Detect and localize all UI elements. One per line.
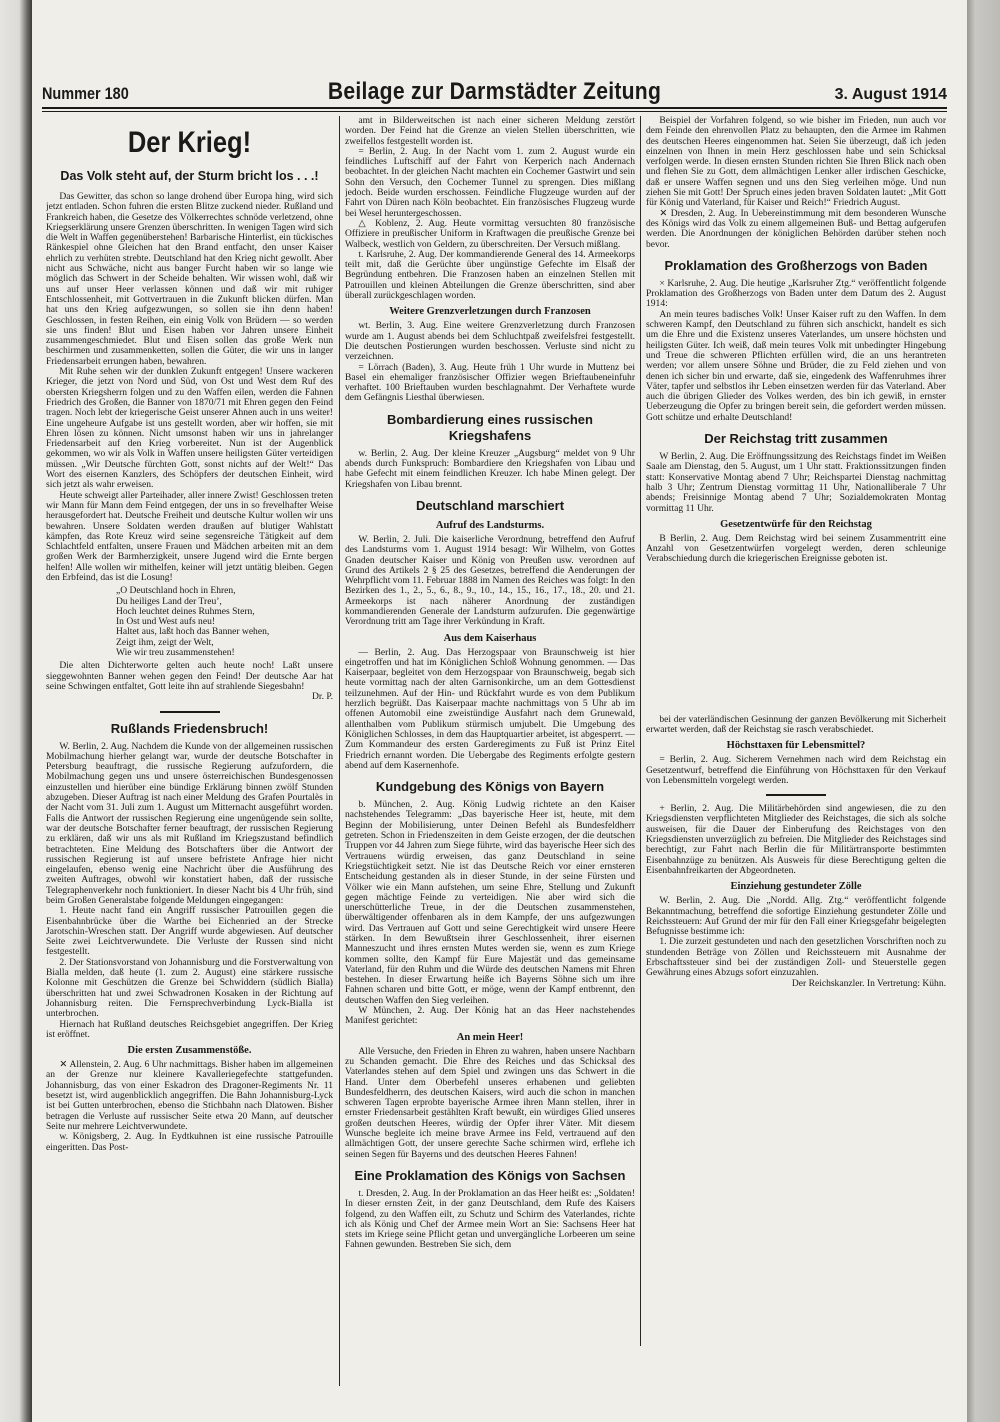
article-paragraph: Alle Versuche, den Frieden in Ehren zu wahren, haben unsere Nachbarn zu Schanden gemacht. Die Ehre des Reiches und das Schicksal des Vaterlandes stehen auf dem Spiel und zwingen uns das Schwert in die Hand. Unter dem Oberbefehl unseres erhabenen und geliebten Bundesfeldherrn, des deutschen Kaisers, wird auch die schon in manchen schweren Tagen erprobte bayerische Armee ihren Mann stellen, ihrer in ernster Friedensarbeit gestählten Kraft bewußt, ein würdiges Glied unseres großen deutschen Heeres, würdig der Opfer ihrer Väter. Mit diesem Wunsche begleite ich meine brave Armee ins Feld, vertrauend auf den allmächtigen Gott, der unsere gerechte Sache schirmen wird, erflehe ich seinen Segen für Bayerns und des deutschen Heeres Fahnen! (345, 1045, 635, 1160)
adjacent-page-edge (0, 0, 32, 1422)
column-2 (345, 116, 635, 1316)
section-subheading: Weitere Grenzverletzungen durch Franzosen (389, 306, 591, 318)
article-paragraph: Hiernach hat Rußland deutsches Reichsgebiet angegriffen. Der Krieg ist eröffnet. (46, 1018, 333, 1040)
section-subheading: Aufruf des Landsturms. (435, 519, 545, 531)
masthead (42, 72, 947, 106)
article-paragraph: An mein teures badisches Volk! Unser Kaiser ruft zu den Waffen. In dem schweren Kampf, den Deutschland zu führen sich anschickt, handelt es sich um die Ehre und die Existenz unseres Vaterlandes, um unsere höchsten und heiligsten Güter. Ich weiß, daß mein teures Volk mit unbedingter Hingebung und Treue die schweren Pflichten erfüllen wird, die an uns herantreten werden; vor allem unsere Söhne und Brüder, die zu Feld ziehen und von denen ich sicher bin und erwarte, daß sie, eingedenk des Waffenruhmes ihrer Väter, tapfer und selbstlos ihr Leben einsetzen werden für das Vaterland. Aber auch die übrigen Glieder des Volkes werden, des bin ich gewiß, in ernster Ueberzeugung die Opfer zu bringen bereit sein, die gefordert werden müssen. Gott schütze und erhalte Deutschland! (646, 308, 946, 423)
binding-edge (967, 0, 1000, 1422)
article-paragraph: W Berlin, 2. Aug. Die Eröffnungssitzung des Reichstags findet im Weißen Saale am Dienstag, den 5. August, um 1 Uhr statt. Fraktionssitzungen finden statt: Konservative Montag abend 7 Uhr; Reichspartei Dienstag nachmittag halb 3 Uhr; Zentrum Dienstag vormittag 11 Uhr, Nationalliberale 7 Uhr abends; Freisinnige Montag abend 7 Uhr; Sozialdemokraten Montag vormittag 11 Uhr. (646, 451, 946, 514)
section-subheading: Die ersten Zusammenstöße. (127, 1045, 252, 1057)
article-subheadline: Das Volk steht auf, der Sturm bricht los . . .! (60, 169, 319, 183)
header-rule-thin (42, 111, 947, 112)
article-paragraph: t. Karlsruhe, 2. Aug. Der kommandierende General des 14. Armeekorps teilt mit, daß die Gerüchte über ungünstige Gefechte im Elsaß der Begründung entbehren. Die Franzosen haben an einzelnen Stellen mit Patrouillen und kleinen Abteilungen die Grenze überschritten, sind aber überall zurückgeschlagen worden. (345, 248, 635, 302)
divider-rule (160, 711, 220, 713)
column-1 (46, 116, 333, 1386)
article-paragraph: 1. Die zurzeit gestundeten und nach den gesetzlichen Vorschriften noch zu stundenden Beträge von Zöllen und Reichssteuern mit Ausnahme der Erbschaftssteuer sind bei der zuständigen Zoll- und Steuerstelle gegen Gewährung eines Abzugs sofort einzuzahlen. (646, 936, 946, 979)
article-paragraph: b. München, 2. Aug. König Ludwig richtete an den Kaiser nachstehendes Telegramm: „Das bayerische Heer ist, heute, mit dem Beginn der Mobilisierung, unter Deinen Befehl als Bundesfeldherr getreten. Schon in Friedenszeiten in dem Geiste erzogen, der die deutschen Truppen vor 44 Jahren zum Siege führte, wird das bayerische Heer sich des Vertrauens würdig erweisen, das ganz Deutschland in seine Kriegstüchtigkeit setzt. Nie ist das Deutsche Reich vor einer ernsteren Entscheidung gestanden als in dieser Stunde, in der seine Fürsten und Völker wie ein Mann aufstehen, um seine Ehre, Stellung und Zukunft gegen mächtige Feinde zu verteidigen. Nie aber wird sich die unerschütterliche Treue, in der die Deutschen zusammenstehen, überwältigender offenbaren als in dem Kampfe, der uns aufgezwungen wird. Das Vertrauen auf Gott und seine Gerechtigkeit wird unsere Heere stärken. In dem Bewußtsein ihrer Geschlossenheit, ihrer eisernen Manneszucht und ihres ernsten Mutes werden sie, wenn es zum Kriege kommen sollte, den Kampf für Eure Majestät und das gemeinsame Vaterland, für den Ruhm und die Würde des deutschen Namens mit Ehren bestehen. In dieser Erwartung heiße ich Bayerns Söhne sich um ihre Fahnen scharen und bitte Gott, er möge, wenn der Kampf entbrennt, den deutschen Waffen den Sieg verleihen. (345, 799, 635, 1006)
article-headline: Bombardierung eines russischen Kriegshafens (387, 411, 593, 443)
article-paragraph: amt in Bilderweitschen ist nach einer sicheren Meldung zerstört worden. Der Feind hat die Grenze an vielen Stellen überschritten, wie zweifellos festgestellt worden ist. (345, 116, 635, 147)
article-headline: Kundgebung des Königs von Bayern (375, 779, 605, 795)
article-paragraph: Die alten Dichterworte gelten auch heute noch! Laßt unsere sieggewohnten Banner wehen gegen den Feind! Der deutsche Aar hat seine Schwingen entfaltet, Gott leite ihn auf strahlende Siegesbahn! (46, 660, 333, 692)
article-paragraph: W. Berlin, 2. Aug. Nachdem die Kunde von der allgemeinen russischen Mobilmachung hierher gelangt war, wurde der deutsche Botschafter in Petersburg beauftragt, die russische Regierung aufzufordern, die Mobilmachung gegen uns und unsere österreichischen Bundesgenossen einzustellen und hierüber eine bündige Erklärung binnen zwölf Stunden abzugeben. Dieser Auftrag ist nach einer Meldung des Grafen Pourtalès in der Nacht vom 31. Juli zum 1. August um Mitternacht ausgeführt worden. Falls die Antwort der russischen Regierung eine ungenügende sein sollte, war der deutsche Botschafter ferner beauftragt, der russischen Regierung zu erklären, daß wir uns als mit Rußland im Kriegszustand befindlich betrachteten. Eine Meldung des Botschafters über die Antwort der russischen Regierung ist auf unsere befristete Anfrage hier nicht eingelaufen, ebenso wenig eine Nachricht über die Ausführung des zweiten Auftrages, obwohl wir konstatiert haben, daß der russische Telegraphenverkehr noch funktioniert. In dieser Nacht bis 4 Uhr früh, sind beim Großen Generalstabe folgende Meldungen eingegangen: (46, 740, 333, 906)
article-headline: Proklamation des Großherzogs von Baden (664, 257, 928, 273)
article-paragraph: t. Dresden, 2. Aug. In der Proklamation an das Heer heißt es: „Soldaten! In dieser ernsten Zeit, in der ganz Deutschland, dem Rufe des Kaisers folgend, zu den Waffen eilt, zu Schutz und Schirm des Vaterlandes, richte ich als König und Chef der Armee mein Wort an Sie: Sachsens Heer hat stets im Kriege seine Pflicht getan und unvergängliche Lorbeeren um seine Fahnen gewunden. Bestreben Sie sich, dem (345, 1187, 635, 1251)
section-subheading: Gesetzentwürfe für den Reichstag (720, 518, 872, 530)
newspaper-title: Beilage zur Darmstädter Zeitung (327, 78, 662, 105)
article-paragraph: wt. Berlin, 3. Aug. Eine weitere Grenzverletzung durch Franzosen wurde am 1. August abends bei dem Schluchtpaß zweifelsfrei festgestellt. Die deutschen Postierungen wurden beschossen. Verluste sind nicht zu verzeichnen. (345, 320, 635, 363)
article-paragraph: w. Berlin, 2. Aug. Der kleine Kreuzer „Augsburg“ meldet von 9 Uhr abends durch Funkspruch: Bombardiere den Kriegshafen von Libau und habe Gefecht mit einem feindlichen Kreuzer. Ich habe Minen gelegt. Der Kriegshafen von Libau brennt. (345, 447, 635, 490)
article-paragraph: △ Koblenz, 2. Aug. Heute vormittag versuchten 80 französische Offiziere in preußischer Uniform in Kraftwagen die preußische Grenze bei Walbeck, westlich von Geldern, zu überschreiten. Der Versuch mißlang. (345, 217, 635, 250)
article-paragraph: = Berlin, 2. Aug. Sicherem Vernehmen nach wird dem Reichstag ein Gesetzentwurf, betreffend die Einführung von Höchsttaxen für den Verkauf von Lebensmitteln vorgelegt werden. (646, 754, 946, 786)
article-paragraph: w. Königsberg, 2. Aug. In Eydtkuhnen ist eine russische Patrouille eingeritten. Das Post- (46, 1131, 333, 1153)
section-subheading: Höchsttaxen für Lebensmittel? (726, 740, 866, 752)
article-paragraph: W München, 2. Aug. Der König hat an das Heer nachstehendes Manifest gerichtet: (345, 1005, 635, 1027)
column-3 (646, 116, 946, 1386)
section-subheading: An mein Heer! (456, 1031, 524, 1043)
signature: Der Reichskanzler. In Vertretung: Kühn. (791, 977, 946, 989)
column-divider (339, 116, 340, 1386)
article-headline: Der Reichstag tritt zusammen (704, 431, 888, 447)
article-paragraph: — Berlin, 2. Aug. Das Herzogspaar von Braunschweig ist hier eingetroffen und hat im Königlichen Schloß Wohnung genommen. — Das Kaiserpaar, begleitet von dem Herzogspaar von Braunschweig, begab sich heute vormittag nach der alten Garnisonkirche, um an dem Gottesdienst teilzunehmen. Auf der Hin- und Rückfahrt wurde es von dem Publikum herzlich begrüßt. Das Kaiserpaar machte nachmittags von 5 Uhr ab im offenen Automobil eine zweistündige Ausfahrt nach dem Grunewald, allenthalben vom Publikum stürmisch umjubelt. Die Umgebung des Königlichen Schlosses, in dem das Hauptquartier arbeitet, ist abgesperrt. — Zum Kommandeur des ersten Garderegiments zu Fuß ist Prinz Eitel Friedrich ernannt worden. Die Uebergabe des Regiments erfolgte gestern abend auf dem Kasernenhofe. (345, 646, 635, 771)
article-paragraph: 1. Heute nacht fand ein Angriff russischer Patrouillen gegen die Eisenbahnbrücke über die Warthe bei Eichenried an der Strecke Jarotschin-Wreschen statt. Der Angriff wurde abgewiesen. Auf deutscher Seite zwei Leichtverwundete. Die Verluste der Russen sind nicht festgestellt. (46, 905, 333, 958)
column-divider (640, 116, 641, 1346)
article-paragraph: ✕ Allenstein, 2. Aug. 6 Uhr nachmittags. Bisher haben im allgemeinen an der Grenze nur kleinere Kavalleriegefechte stattgefunden. Johannisburg, das von einer Eskadron des Dragoner-Regiments Nr. 11 besetzt ist, wird augenblicklich angegriffen. Die Bahn Johannisburg-Lyck ist bei Gutten unterbrochen, ebenso die Stichbahn nach Dlatowen. Bisher betragen die Verluste auf russischer Seite etwa 20 Mann, auf deutscher Seite nur mehrere Leichtverwundete. (46, 1059, 333, 1132)
article-headline: Rußlands Friedensbruch! (110, 720, 269, 736)
article-paragraph: 2. Der Stationsvorstand von Johannisburg und die Forstverwaltung von Bialla melden, daß heute (1. zum 2. August) eine stärkere russische Kolonne mit Geschützen die Grenze bei Schwiddern (südlich Bialla) überschritten hat und zwei Schwadronen Kosaken in der Richtung auf Johannisburg reiten. Die Fernsprechverbindung Lyck-Bialla ist unterbrochen. (46, 956, 333, 1020)
article-headline: Der Krieg! (127, 126, 252, 159)
article-paragraph: = Berlin, 2. Aug. In der Nacht vom 1. zum 2. August wurde ein feindliches Luftschiff auf der Fahrt von Kerperich nach Andernach beobachtet. In der gleichen Nacht machten ein Cochemer Gastwirt und sein Sohn den Versuch, den Cochemer Tunnel zu sprengen. Dies mißlang jedoch. Beide wurden erschossen. Feindliche Flugzeuge wurden auf der Fahrt von Düren nach Köln beobachtet. Ein französisches Flugzeug wurde bei Wesel heruntergeschossen. (345, 145, 635, 219)
divider-rule (766, 794, 826, 796)
header-rule (42, 107, 947, 109)
article-paragraph: W. Berlin, 2. Aug. Die „Nordd. Allg. Ztg.“ veröffentlicht folgende Bekanntmachung, betreffend die sofortige Einziehung gestundeter Zölle und Reichssteuern: Auf Grund der mir für den Fall einer Kriegsgefahr beigelegten Befugnisse bestimme ich: (646, 895, 946, 938)
article-paragraph: Mit Ruhe sehen wir der dunklen Zukunft entgegen! Unsere wackeren Krieger, die jetzt von Nord und Süd, von Ost und West dem Ruf des obersten Kriegsherrn folgen und zu den Waffen eilen, werden die Fahnen Friedrich des Großen, die Banner von 1870/71 mit Ehren gegen den Feind tragen. Noch lebt der kriegerische Geist unserer Ahnen auch in uns weiter! Eine ungeheure Aufgabe ist uns gestellt worden, aber wir hoffen, sie mit Ehren lösen zu können. Nicht umsonst haben wir uns in jahrelanger Friedensarbeit auf den Krieg vorbereitet. Nun ist der Augenblick gekommen, wo wir als Volk in Waffen unsere heiligsten Güter verteidigen müssen. „Wir Deutsche fürchten Gott, sonst nichts auf der Welt!“ Das Wort des eisernen Kanzlers, des Schöpfers der deutschen Einheit, wird sich jetzt als wahr erweisen. (46, 366, 333, 491)
section-subheading: Einziehung gestundeter Zölle (730, 881, 862, 893)
article-paragraph: Beispiel der Vorfahren folgend, so wie bisher im Frieden, nun auch vor dem Feinde den ehrenvollen Platz zu behaupten, den die Armee im Rahmen des deutschen Heeres eingenommen hat. Seien Sie überzeugt, daß ich jeden einzelnen von Ihnen in mein Herz geschlossen habe und sein Schicksal verfolgen werde. In diesen ernsten Stunden richten Sie Ihren Blick nach oben und flehen Sie zu Gott, dem allmächtigen Lenker aller irdischen Geschicke, daß er unsere Waffen segnen und uns den Sieg verleihen möge. Und nun ziehen Sie mit Gott! Der Spruch eines jeden braven Soldaten lautet: „Mit Gott für König und Vaterland, für Kaiser und Reich!“ Friedrich August. (646, 116, 946, 209)
issue-date: 3. August 1914 (834, 86, 947, 103)
article-paragraph: + Berlin, 2. Aug. Die Militärbehörden sind angewiesen, die zu den Kriegsdiensten verpflichteten Mitglieder des Reichstages, die sich als solche ausweisen, für die Dauer der Einberufung des Reichstages von den Kriegsdiensten unverzüglich zu befreien. Die Mitglieder des Reichstages sind berechtigt, zur Fahrt nach Berlin die für Militärtransporte bestimmten Eisenbahnzüge zu benützen. Als Ausweis für diese Berechtigung gelten die Eisenbahnfreikarten der Abgeordneten. (646, 803, 946, 876)
article-paragraph: = Lörrach (Baden), 3. Aug. Heute früh 1 Uhr wurde in Muttenz bei Basel ein ehemaliger französischer Offizier wegen Brieftaubeneinfuhr verhaftet. 100 Brieftauben wurden beschlagnahmt. Der Verhaftete wurde dem Gefängnis Liesthal überwiesen. (345, 361, 635, 404)
article-headline: Eine Proklamation des Königs von Sachsen (354, 1167, 626, 1183)
signature: Dr. P. (312, 691, 333, 703)
article-paragraph: bei der vaterländischen Gesinnung der ganzen Bevölkerung mit Sicherheit erwartet werden, daß der Reichstag sie rasch verabschiedet. (646, 713, 946, 735)
article-paragraph: Heute schweigt aller Parteihader, aller innere Zwist! Geschlossen treten wir Mann für Mann dem Feind entgegen, der uns in so frevelhafter Weise herausgefordert hat. Deutsche Freiheit und deutsche Kultur wollen wir uns bewahren. Unsere Soldaten werden draußen auf blutiger Wahlstatt kämpfen, das Rote Kreuz wird seine segensreiche Tätigkeit auf dem Schlachtfeld entfalten, unsere Frauen und Mädchen arbeiten mit an dem großen Werk der Barmherzigkeit, unsere Jugend wird die Ernte bergen helfen! Alle wollen wir mithelfen, keiner will jetzt untätig bleiben. Gegen den Erbfeind, das ist die Losung! (46, 489, 333, 583)
article-paragraph: W. Berlin, 2. Juli. Die kaiserliche Verordnung, betreffend den Aufruf des Landsturms vom 1. August 1914 besagt: Wir Wilhelm, von Gottes Gnaden deutscher Kaiser und König von Preußen usw. verordnen auf Grund des Artikels 2 § 25 des Gesetzes, betreffend die Aenderungen der Wehrpflicht vom 11. Februar 1888 im Namen des Reiches was folgt: In den Bezirken des 1., 2., 5., 6., 8., 9., 10., 14., 15., 16., 17., 18., 20. und 21. Armeekorps ist nach näherer Anordnung der zuständigen kommandierenden Generale der Landsturm aufzurufen. Die gegenwärtige Verordnung tritt am Tage ihrer Verkündung in Kraft. (345, 533, 635, 628)
article-paragraph: ✕ Dresden, 2. Aug. In Uebereinstimmung mit dem besonderen Wunsche des Königs wird das Volk zu einem allgemeinen Buß- und Bettag aufgerufen werden. Die Anordnungen der königlichen Behörden darüber stehen noch bevor. (646, 207, 946, 250)
article-paragraph: Das Gewitter, das schon so lange drohend über Europa hing, wird sich jetzt entladen. Schon fuhren die ersten Blitze zuckend nieder. Rußland und Frankreich haben, die Gesetze des Völkerrechtes schnöde verletzend, ohne Kriegserklärung unsere Grenzen überschritten. In wenigen Tagen wird sich die Welt in Waffen gegenüberstehen! Barbarische Hinterlist, ein tückisches Ränkespiel ohne Gleichen hat den Brand entfacht, den unser Kaiser ehrlich zu verhüten strebte. Deutschland hat den Krieg nicht gewollt. Aber nicht aus Schwäche, nicht aus banger Furcht haben wir so lange wie möglich das Schwert in der Scheide behalten. Wir wissen wohl, daß wir uns auf unser Heer verlassen können und daß wir mit ruhiger Entschlossenheit, mit Gottvertrauen in die Zukunft blicken dürfen. Man hat uns den Krieg aufgezwungen, so sollen sie ihn denn haben! Geschlossen, in festen Reihen, ein einig Volk von Brüdern — so werden sie uns finden! Blut und Eisen haben vor Jahren unsere Einheit zusammengeschmiedet. Blut und Eisen sollen das große Werk nun beschirmen und zusammenketten, sollen die Güter, die wir uns in langer Friedensarbeit errungen haben, bewahren. (46, 191, 333, 367)
article-paragraph: B Berlin, 2. Aug. Dem Reichstag wird bei seinem Zusammentritt eine Anzahl von Gesetzentwürfen vorgelegt werden, deren schleunige Verabschiedung durch die kriegerischen Ereignisse geboten ist. (646, 532, 946, 565)
article-paragraph: × Karlsruhe, 2. Aug. Die heutige „Karlsruher Ztg.“ veröffentlicht folgende Proklamation des Großherzogs von Baden unter dem Datum des 2. August 1914: (646, 277, 946, 310)
illegible-gap (646, 565, 946, 715)
article-headline: Deutschland marschiert (415, 497, 565, 513)
poem: „O Deutschland hoch in Ehren, Du heiliges Land der Treu’, Hoch leuchtet deines Ruhmes Stern, In Ost und West aufs neu! Haltet aus, laßt hoch das Banner wehen, Zeigt ihm, zeigt der Welt, Wie wir treu zusammenstehen! (116, 585, 270, 659)
issue-number: Nummer 180 (42, 84, 129, 103)
section-subheading: Aus dem Kaiserhaus (443, 632, 537, 644)
